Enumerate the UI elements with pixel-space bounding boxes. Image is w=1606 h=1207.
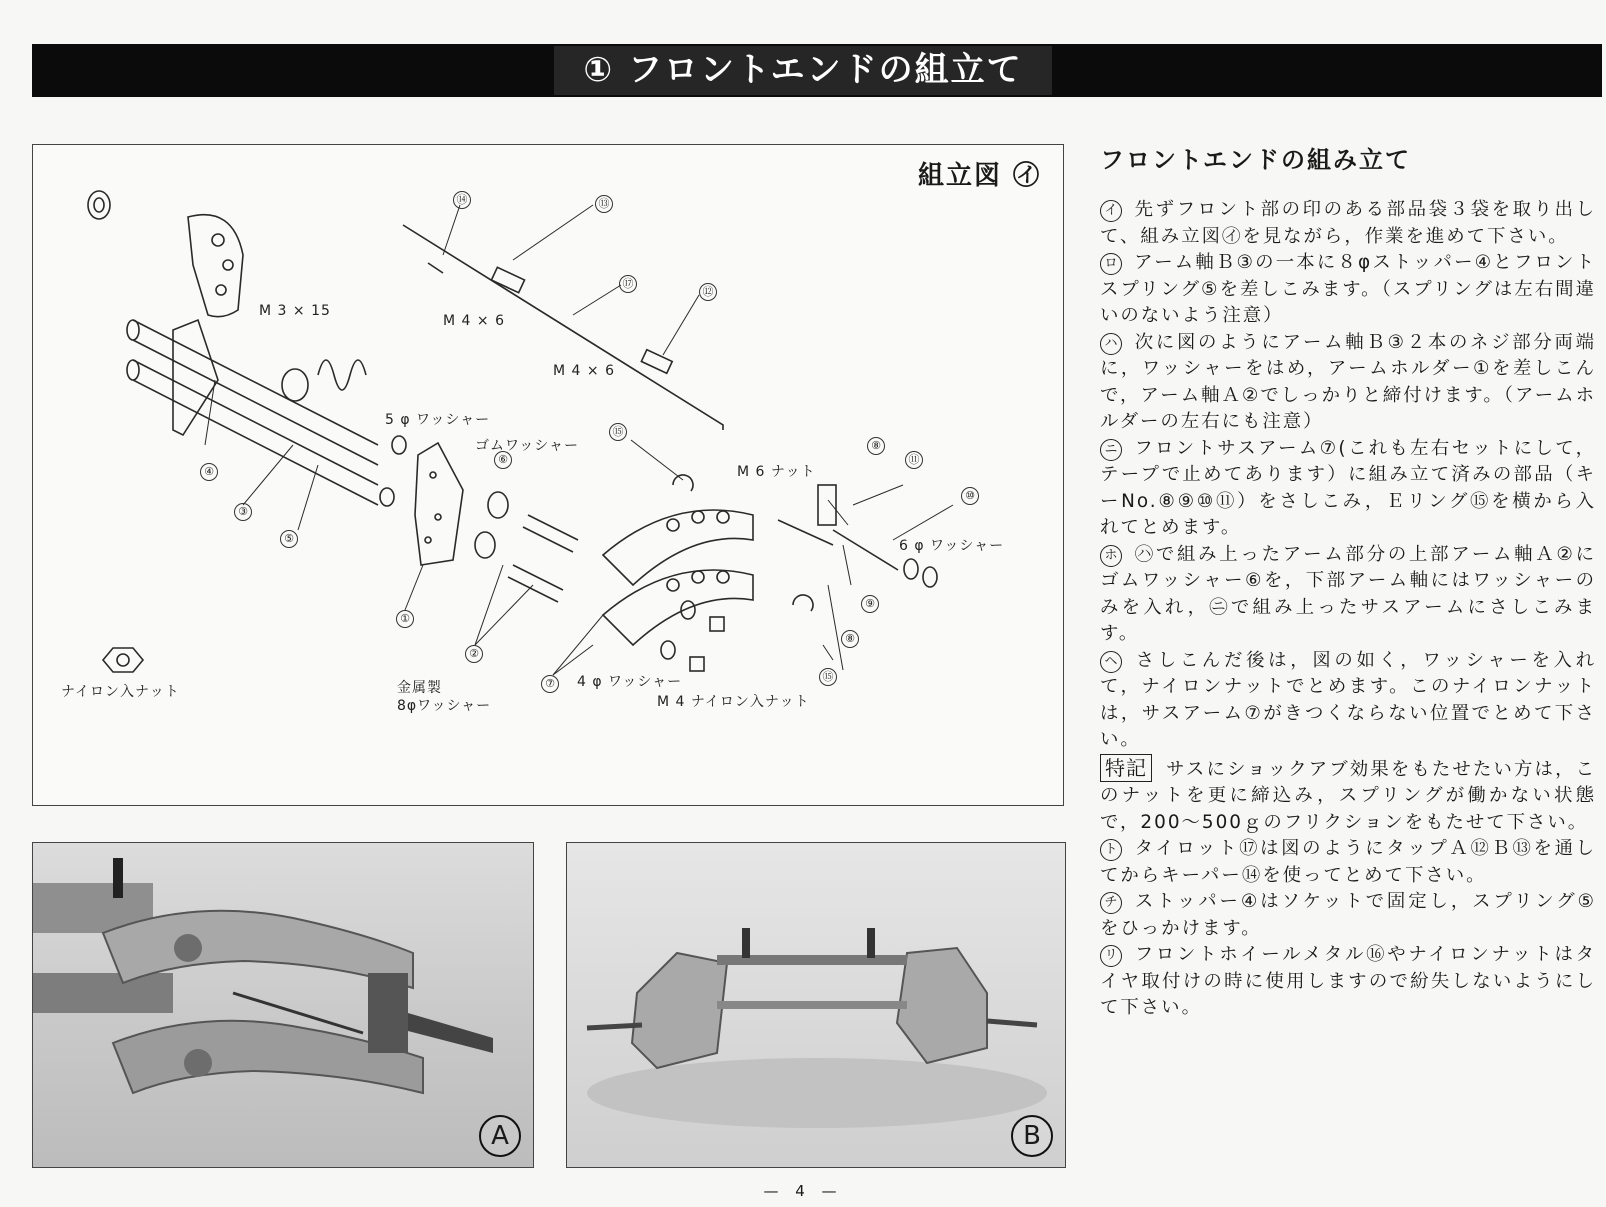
instruction-item xyxy=(1100,542,1596,648)
instruction-marker: チ xyxy=(1100,892,1122,914)
callout-3: ③ xyxy=(234,503,252,521)
instruction-item xyxy=(1100,942,1596,1022)
instruction-text: 先ずフロント部の印のある部品袋３袋を取り出して、組み立図㋑を見ながら，作業を進めて下さい。 xyxy=(1100,199,1596,247)
callout-15-top: ⑮ xyxy=(609,423,627,441)
instruction-marker: ロ xyxy=(1100,253,1122,275)
label-nylon-nut: ナイロン入ナット xyxy=(61,684,180,700)
callout-6: ⑥ xyxy=(494,451,512,469)
photo-a xyxy=(32,842,534,1168)
page-title: ① フロントエンドの組立て xyxy=(554,46,1052,95)
callout-7: ⑦ xyxy=(541,675,559,693)
instruction-text: ストッパー④はソケットで固定し，スプリング⑤をひっかけます。 xyxy=(1100,891,1596,939)
callout-10: ⑩ xyxy=(961,487,979,505)
diagram-drawing xyxy=(33,145,1064,806)
instruction-marker: ハ xyxy=(1100,333,1122,355)
label-4mm-washer: 4 φ ワッシャー xyxy=(577,674,683,690)
instruction-list xyxy=(1100,197,1596,1022)
photo-b-illustration xyxy=(567,843,1065,1167)
callout-5: ⑤ xyxy=(280,530,298,548)
label-m4x6-mid: M 4 × 6 xyxy=(553,363,615,379)
instruction-item xyxy=(1100,436,1596,542)
label-8mm-washer: 8φワッシャー xyxy=(397,698,492,714)
instruction-marker: リ xyxy=(1100,945,1122,967)
callout-4: ④ xyxy=(200,463,218,481)
label-metal: 金属製 xyxy=(397,680,442,696)
callout-8-bottom: ⑧ xyxy=(841,630,859,648)
instruction-text: 次に図のようにアーム軸Ｂ③２本のネジ部分両端に，ワッシャーをはめ，アームホルダー①を差しこんで，アーム軸Ａ②でしっかりと締付けます。（アームホルダーの左右にも注意） xyxy=(1100,331,1596,432)
instruction-item xyxy=(1100,836,1596,889)
note-label: 特記 xyxy=(1100,754,1152,783)
assembly-diagram xyxy=(32,144,1064,806)
label-m3x15: M 3 × 15 xyxy=(259,303,331,319)
instruction-item xyxy=(1100,197,1596,250)
photo-a-illustration xyxy=(33,843,533,1167)
callout-8-top: ⑧ xyxy=(867,437,885,455)
page-number: — 4 — xyxy=(763,1182,843,1200)
instruction-marker: ニ xyxy=(1100,439,1122,461)
instructions-title: フロントエンドの組み立て xyxy=(1100,146,1412,174)
callout-2: ② xyxy=(465,645,483,663)
instruction-marker: イ xyxy=(1100,200,1122,222)
instruction-marker: ホ xyxy=(1100,545,1122,567)
label-m4-nylon-nut: M 4 ナイロン入ナット xyxy=(657,694,810,710)
photo-b-badge: B xyxy=(1011,1115,1053,1157)
label-m4x6-top: M 4 × 6 xyxy=(443,313,505,329)
label-5mm-washer: 5 φ ワッシャー xyxy=(385,412,491,428)
label-rubber-washer: ゴムワッシャー xyxy=(475,438,580,454)
instruction-text: アーム軸Ｂ③の一本に８φストッパー④とフロントスプリング⑤を差しこみます。（スプリングは左右間違いのないよう注意） xyxy=(1100,252,1596,326)
callout-13: ⑬ xyxy=(595,195,613,213)
figure-title: 組立図 ㋑ xyxy=(917,161,1041,191)
instruction-marker: ト xyxy=(1100,839,1122,861)
photo-a-badge: A xyxy=(479,1115,521,1157)
callout-14: ⑭ xyxy=(453,191,471,209)
callout-15-bottom: ⑮ xyxy=(819,668,837,686)
instruction-item xyxy=(1100,648,1596,754)
instruction-text: ㋩で組み上ったアーム部分の上部アーム軸Ａ②にゴムワッシャー⑥を，下部アーム軸にはワッシャーのみを入れ，㋥で組み上ったサスアームにさしこみます。 xyxy=(1100,543,1596,644)
label-m6-nut: M 6 ナット xyxy=(737,464,816,480)
instruction-item xyxy=(1100,250,1596,330)
label-6mm-washer: 6 φ ワッシャー xyxy=(899,538,1005,554)
instruction-item xyxy=(1100,889,1596,942)
instructions-panel xyxy=(1100,140,1596,1022)
title-bar xyxy=(32,44,1602,97)
photo-b xyxy=(566,842,1066,1168)
callout-11: ⑪ xyxy=(905,451,923,469)
callout-9: ⑨ xyxy=(861,595,879,613)
instruction-marker: ヘ xyxy=(1100,651,1122,673)
instruction-item xyxy=(1100,754,1596,837)
instruction-text: タイロット⑰は図のようにタップＡ⑫Ｂ⑬を通してからキーパー⑭を使ってとめて下さい。 xyxy=(1100,838,1596,886)
instruction-item xyxy=(1100,330,1596,436)
instruction-text: フロントサスアーム⑦(これも左右セットにして，テープで止めてあります）に組み立て済みの部品（キーNo.⑧⑨⑩⑪）をさしこみ，Ｅリング⑮を横から入れてとめます。 xyxy=(1100,437,1596,538)
callout-17: ⑰ xyxy=(619,275,637,293)
callout-12: ⑫ xyxy=(699,283,717,301)
instruction-text: サスにショックアブ効果をもたせたい方は，このナットを更に締込み，スプリングが働かない状態で，200～500ｇのフリクションをもたせて下さい。 xyxy=(1100,758,1596,833)
callout-1: ① xyxy=(396,610,414,628)
instruction-text: さしこんだ後は，図の如く，ワッシャーを入れて，ナイロンナットでとめます。このナイロンナットは，サスアーム⑦がきつくならない位置でとめて下さい。 xyxy=(1100,649,1596,750)
instruction-text: フロントホイールメタル⑯やナイロンナットはタイヤ取付けの時に使用しますので紛失しないようにして下さい。 xyxy=(1100,944,1596,1018)
